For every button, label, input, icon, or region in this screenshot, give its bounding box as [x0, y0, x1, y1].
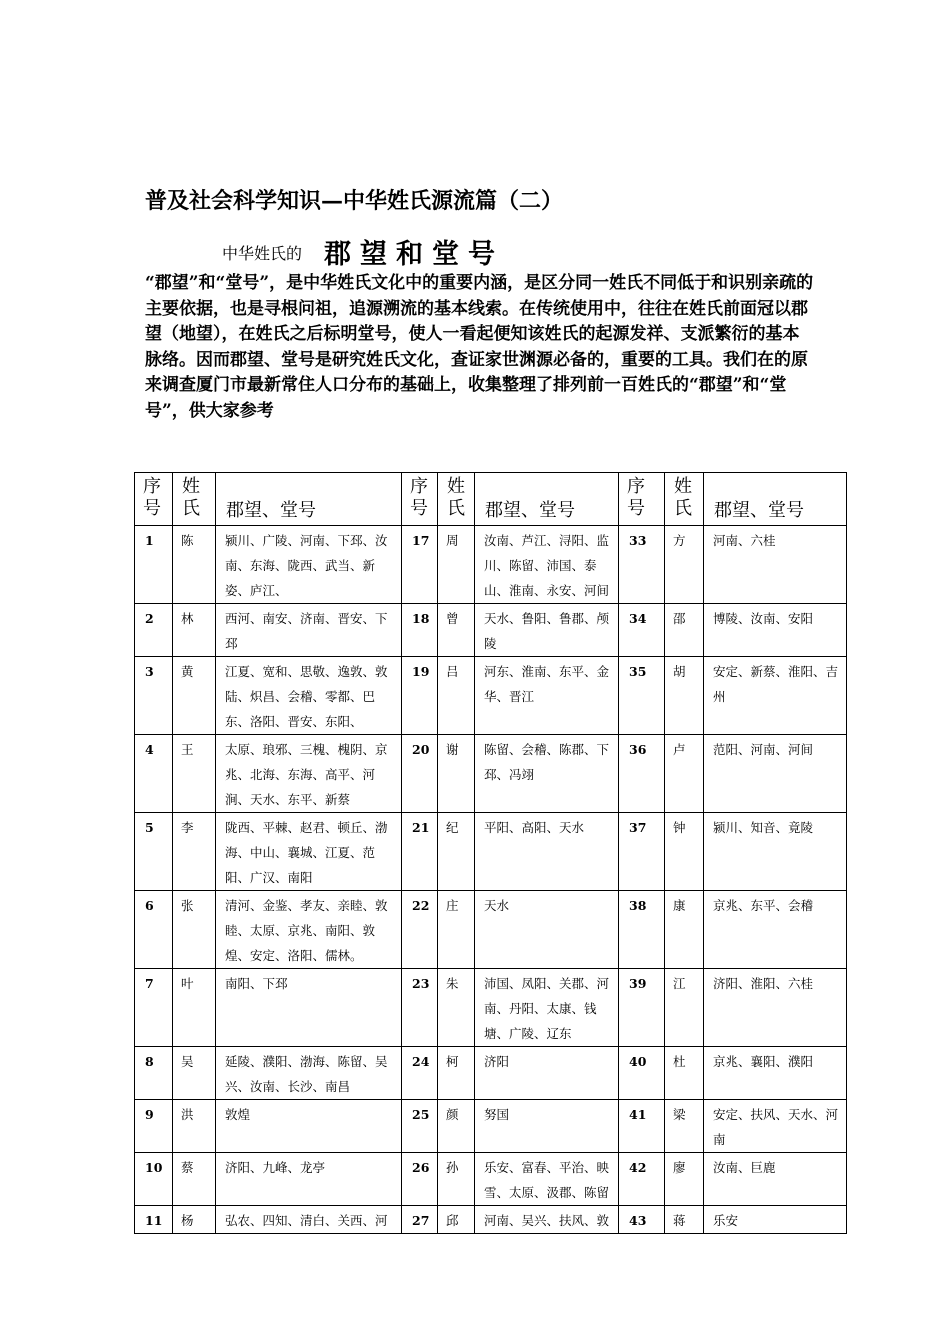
surname-cell: 蒋: [665, 1206, 704, 1234]
surname-cell: 洪: [173, 1100, 216, 1153]
places-cell: 颍川、广陵、河南、下邳、汝南、东海、陇西、武当、新姿、庐江、: [216, 526, 402, 604]
table-header-row: [135, 473, 847, 526]
places-cell: 努国: [475, 1100, 619, 1153]
places-cell: 安定、扶风、天水、河南: [704, 1100, 847, 1153]
places-cell: 陇西、平棘、赵君、顿丘、渤海、中山、襄城、江夏、范阳、广汉、南阳: [216, 813, 402, 891]
seq-cell: 26: [402, 1153, 438, 1206]
seq-cell: 3: [135, 657, 173, 735]
places-cell: 太原、琅邪、三槐、槐阴、京兆、北海、东海、高平、河涧、天水、东平、新蔡: [216, 735, 402, 813]
seq-cell: 42: [619, 1153, 665, 1206]
surname-cell: 朱: [438, 969, 475, 1047]
places-cell: 汝南、芦江、浔阳、监川、陈留、沛国、泰山、淮南、永安、河间: [475, 526, 619, 604]
surname-cell: 吴: [173, 1047, 216, 1100]
table-row: [135, 813, 847, 891]
surname-table: [134, 472, 847, 1234]
seq-cell: 19: [402, 657, 438, 735]
places-cell: 京兆、东平、会稽: [704, 891, 847, 969]
seq-cell: 41: [619, 1100, 665, 1153]
surname-cell: 梁: [665, 1100, 704, 1153]
places-cell: 敦煌: [216, 1100, 402, 1153]
surname-cell: 胡: [665, 657, 704, 735]
surname-cell: 林: [173, 604, 216, 657]
surname-cell: 陈: [173, 526, 216, 604]
seq-cell: 8: [135, 1047, 173, 1100]
places-cell: 清河、金鉴、孝友、亲睦、敦睦、太原、京兆、南阳、敦煌、安定、洛阳、儒林。: [216, 891, 402, 969]
surname-cell: 钟: [665, 813, 704, 891]
surname-cell: 王: [173, 735, 216, 813]
surname-cell: 黄: [173, 657, 216, 735]
subtitle-main: 郡望和堂号: [324, 239, 505, 270]
table-row: [135, 1100, 847, 1153]
table-row: [135, 1047, 847, 1100]
seq-cell: 5: [135, 813, 173, 891]
surname-cell: 谢: [438, 735, 475, 813]
seq-cell: 1: [135, 526, 173, 604]
header-places: 郡望、堂号: [704, 473, 847, 526]
seq-cell: 6: [135, 891, 173, 969]
surname-cell: 吕: [438, 657, 475, 735]
places-cell: 乐安: [704, 1206, 847, 1234]
seq-cell: 25: [402, 1100, 438, 1153]
seq-cell: 38: [619, 891, 665, 969]
seq-cell: 33: [619, 526, 665, 604]
places-cell: 河南、吴兴、扶风、敦: [475, 1206, 619, 1234]
surname-cell: 邵: [665, 604, 704, 657]
header-seq: 序 号: [402, 473, 438, 526]
seq-cell: 40: [619, 1047, 665, 1100]
surname-cell: 李: [173, 813, 216, 891]
table-row: [135, 604, 847, 657]
subtitle-prefix: 中华姓氏的: [222, 244, 303, 263]
table-row: [135, 969, 847, 1047]
places-cell: 陈留、会稽、陈郡、下邳、冯翊: [475, 735, 619, 813]
seq-cell: 17: [402, 526, 438, 604]
document-title: 普及社会科学知识—中华姓氏源流篇（二）: [145, 188, 564, 214]
surname-cell: 江: [665, 969, 704, 1047]
places-cell: 天水、鲁阳、鲁郡、颅陵: [475, 604, 619, 657]
seq-cell: 34: [619, 604, 665, 657]
places-cell: 西河、南安、济南、晋安、下邳: [216, 604, 402, 657]
places-cell: 京兆、襄阳、濮阳: [704, 1047, 847, 1100]
header-surname: 姓 氏: [173, 473, 216, 526]
surname-cell: 廖: [665, 1153, 704, 1206]
places-cell: 济阳、九峰、龙亭: [216, 1153, 402, 1206]
surname-cell: 蔡: [173, 1153, 216, 1206]
places-cell: 延陵、濮阳、渤海、陈留、吴兴、汝南、长沙、南昌: [216, 1047, 402, 1100]
surname-cell: 卢: [665, 735, 704, 813]
table-row: [135, 526, 847, 604]
surname-cell: 柯: [438, 1047, 475, 1100]
header-places: 郡望、堂号: [216, 473, 402, 526]
surname-cell: 杨: [173, 1206, 216, 1234]
seq-cell: 20: [402, 735, 438, 813]
seq-cell: 10: [135, 1153, 173, 1206]
surname-cell: 张: [173, 891, 216, 969]
places-cell: 博陵、汝南、安阳: [704, 604, 847, 657]
seq-cell: 36: [619, 735, 665, 813]
seq-cell: 43: [619, 1206, 665, 1234]
intro-paragraph: “郡望”和“堂号”，是中华姓氏文化中的重要内涵，是区分同一姓氏不同低于和识别亲疏的主要依据，也是寻根问祖，追源溯流的基本线索。在传统使用中，往往在姓氏前面冠以郡望（地望），在姓氏之后标明堂号，使人一看起便知该姓氏的起源发祥、支派繁衍的基本脉络。因而郡望、堂号是研究姓氏文化，查证家世渊源必备的，重要的工具。我们在的原来调查厦门市最新常住人口分布的基础上，收集整理了排列前一百姓氏的“郡望”和“堂号”，供大家参考: [145, 273, 814, 421]
places-cell: 沛国、凤阳、关郡、河南、丹阳、太康、钱塘、广陵、辽东: [475, 969, 619, 1047]
places-cell: 安定、新蔡、淮阳、吉州: [704, 657, 847, 735]
header-surname: 姓 氏: [665, 473, 704, 526]
surname-cell: 叶: [173, 969, 216, 1047]
surname-cell: 周: [438, 526, 475, 604]
places-cell: 汝南、巨鹿: [704, 1153, 847, 1206]
header-places: 郡望、堂号: [475, 473, 619, 526]
places-cell: 河南、六桂: [704, 526, 847, 604]
seq-cell: 23: [402, 969, 438, 1047]
places-cell: 弘农、四知、清白、关西、河: [216, 1206, 402, 1234]
places-cell: 平阳、高阳、天水: [475, 813, 619, 891]
surname-cell: 曾: [438, 604, 475, 657]
places-cell: 济阳: [475, 1047, 619, 1100]
seq-cell: 18: [402, 604, 438, 657]
table-row: [135, 1206, 847, 1234]
places-cell: 江夏、宽和、思敬、逸敦、敦陆、炽昌、会稽、零都、巴东、洛阳、晋安、东阳、: [216, 657, 402, 735]
surname-cell: 孙: [438, 1153, 475, 1206]
header-seq: 序 号: [619, 473, 665, 526]
seq-cell: 2: [135, 604, 173, 657]
surname-cell: 颜: [438, 1100, 475, 1153]
surname-cell: 方: [665, 526, 704, 604]
table-row: [135, 891, 847, 969]
table-row: [135, 1153, 847, 1206]
seq-cell: 22: [402, 891, 438, 969]
document-subtitle: [222, 232, 504, 271]
seq-cell: 4: [135, 735, 173, 813]
seq-cell: 27: [402, 1206, 438, 1234]
seq-cell: 21: [402, 813, 438, 891]
places-cell: 南阳、下邳: [216, 969, 402, 1047]
surname-cell: 康: [665, 891, 704, 969]
surname-cell: 邱: [438, 1206, 475, 1234]
seq-cell: 11: [135, 1206, 173, 1234]
places-cell: 乐安、富春、平治、映雪、太原、汲郡、陈留: [475, 1153, 619, 1206]
surname-cell: 杜: [665, 1047, 704, 1100]
header-seq: 序 号: [135, 473, 173, 526]
seq-cell: 35: [619, 657, 665, 735]
table-row: [135, 735, 847, 813]
surname-cell: 庄: [438, 891, 475, 969]
places-cell: 天水: [475, 891, 619, 969]
header-surname: 姓 氏: [438, 473, 475, 526]
seq-cell: 9: [135, 1100, 173, 1153]
places-cell: 范阳、河南、河间: [704, 735, 847, 813]
seq-cell: 7: [135, 969, 173, 1047]
places-cell: 颍川、知音、竟陵: [704, 813, 847, 891]
seq-cell: 37: [619, 813, 665, 891]
table-row: [135, 657, 847, 735]
seq-cell: 24: [402, 1047, 438, 1100]
seq-cell: 39: [619, 969, 665, 1047]
surname-cell: 纪: [438, 813, 475, 891]
places-cell: 济阳、淮阳、六桂: [704, 969, 847, 1047]
places-cell: 河东、淮南、东平、金华、晋江: [475, 657, 619, 735]
